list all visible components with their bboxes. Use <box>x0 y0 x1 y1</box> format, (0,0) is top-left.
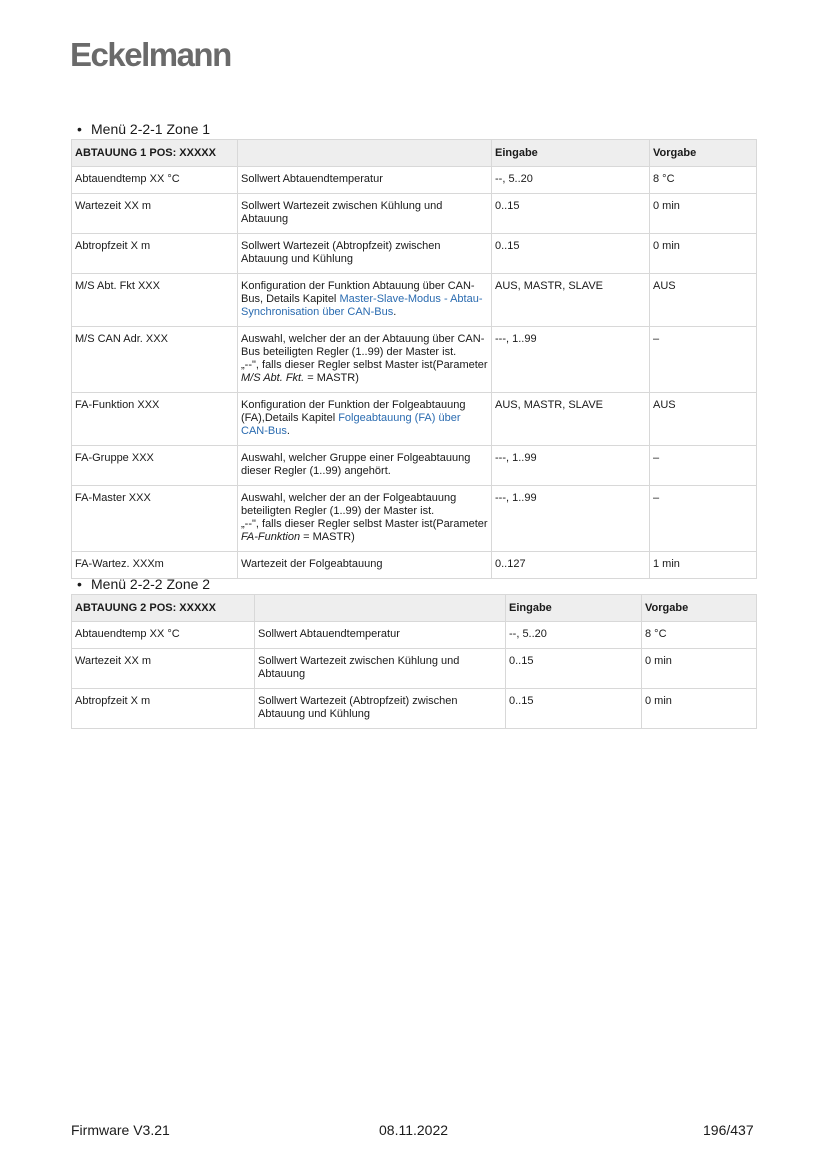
table-row <box>72 446 757 486</box>
default-cell: – <box>650 327 757 393</box>
footer-date: 08.11.2022 <box>379 1122 449 1138</box>
param-cell: Abtropfzeit X m <box>72 234 238 274</box>
desc-cell: Auswahl, welcher der an der Folgeabtauung beteiligten Regler (1..99) der Master ist. „--", falls dieser Regler selbst Master ist(Parameter FA-Funktion = MASTR) <box>238 486 492 552</box>
table-row <box>72 393 757 446</box>
chapter-link-folgeabtauung[interactable]: Folgeabtauung (FA) über CAN-Bus <box>241 412 461 437</box>
desc-cell: Wartezeit der Folgeabtauung <box>238 552 492 579</box>
desc-cell: Auswahl, welcher der an der Abtauung über CAN-Bus beteiligten Regler (1..99) der Master ist. „--", falls dieser Regler selbst Master ist(Parameter M/S Abt. Fkt. = MASTR) <box>238 327 492 393</box>
default-cell: 1 min <box>650 552 757 579</box>
bullet-icon: • <box>77 576 82 592</box>
param-cell: Abtropfzeit X m <box>72 689 255 729</box>
param-cell: FA-Wartez. XXXm <box>72 552 238 579</box>
param-cell: FA-Funktion XXX <box>72 393 238 446</box>
param-cell: Wartezeit XX m <box>72 649 255 689</box>
input-cell: 0..15 <box>492 194 650 234</box>
param-cell: Abtauendtemp XX °C <box>72 622 255 649</box>
section-heading-zone-2: • Menü 2-2-2 Zone 2 <box>77 576 211 592</box>
param-cell: M/S CAN Adr. XXX <box>72 327 238 393</box>
input-cell: --, 5..20 <box>506 622 642 649</box>
input-cell: 0..15 <box>506 689 642 729</box>
desc-cell: Sollwert Wartezeit zwischen Kühlung und Abtauung <box>255 649 506 689</box>
zone-2-table <box>71 594 757 729</box>
table-row <box>72 649 757 689</box>
header-cell-desc <box>238 140 492 167</box>
input-cell: ---, 1..99 <box>492 327 650 393</box>
footer-firmware: Firmware V3.21 <box>71 1122 170 1138</box>
desc-cell: Konfiguration der Funktion der Folgeabtauung (FA),Details Kapitel Folgeabtauung (FA) über CAN-Bus. <box>238 393 492 446</box>
header-cell-default: Vorgabe <box>650 140 757 167</box>
table-row <box>72 327 757 393</box>
table-row <box>72 234 757 274</box>
table-row <box>72 274 757 327</box>
input-cell: 0..15 <box>492 234 650 274</box>
default-cell: AUS <box>650 274 757 327</box>
header-cell-param: ABTAUUNG 2 POS: XXXXX <box>72 595 255 622</box>
default-cell: 8 °C <box>650 167 757 194</box>
bullet-icon: • <box>77 121 82 137</box>
desc-cell: Auswahl, welcher Gruppe einer Folgeabtauung dieser Regler (1..99) angehört. <box>238 446 492 486</box>
param-cell: Wartezeit XX m <box>72 194 238 234</box>
default-cell: 0 min <box>650 194 757 234</box>
desc-cell: Sollwert Abtauendtemperatur <box>255 622 506 649</box>
input-cell: ---, 1..99 <box>492 486 650 552</box>
input-cell: --, 5..20 <box>492 167 650 194</box>
input-cell: 0..127 <box>492 552 650 579</box>
header-cell-input: Eingabe <box>492 140 650 167</box>
input-cell: AUS, MASTR, SLAVE <box>492 393 650 446</box>
header-cell-default: Vorgabe <box>642 595 757 622</box>
default-cell: 0 min <box>642 689 757 729</box>
desc-cell: Sollwert Wartezeit (Abtropfzeit) zwischen Abtauung und Kühlung <box>238 234 492 274</box>
default-cell: 0 min <box>642 649 757 689</box>
footer-page-number: 196/437 <box>703 1122 754 1138</box>
param-cell: M/S Abt. Fkt XXX <box>72 274 238 327</box>
table-row <box>72 622 757 649</box>
default-cell: – <box>650 486 757 552</box>
chapter-link-master-slave[interactable]: Master-Slave-Modus - Abtau-Synchronisation über CAN-Bus <box>241 293 483 318</box>
table-header-row <box>72 140 757 167</box>
header-cell-input: Eingabe <box>506 595 642 622</box>
param-cell: Abtauendtemp XX °C <box>72 167 238 194</box>
zone-1-table <box>71 139 757 579</box>
table-row <box>72 486 757 552</box>
section-heading-zone-1: • Menü 2-2-1 Zone 1 <box>77 121 211 137</box>
table-row <box>72 552 757 579</box>
table-row <box>72 689 757 729</box>
default-cell: 8 °C <box>642 622 757 649</box>
desc-cell: Sollwert Abtauendtemperatur <box>238 167 492 194</box>
header-cell-param: ABTAUUNG 1 POS: XXXXX <box>72 140 238 167</box>
desc-cell: Sollwert Wartezeit (Abtropfzeit) zwischen Abtauung und Kühlung <box>255 689 506 729</box>
param-cell: FA-Gruppe XXX <box>72 446 238 486</box>
table-row <box>72 194 757 234</box>
input-cell: AUS, MASTR, SLAVE <box>492 274 650 327</box>
default-cell: – <box>650 446 757 486</box>
desc-cell: Sollwert Wartezeit zwischen Kühlung und Abtauung <box>238 194 492 234</box>
input-cell: ---, 1..99 <box>492 446 650 486</box>
eckelmann-logo: Eckelmann <box>70 36 231 73</box>
desc-cell: Konfiguration der Funktion Abtauung über CAN-Bus, Details Kapitel Master-Slave-Modus - Abtau-Synchronisation über CAN-Bus. <box>238 274 492 327</box>
input-cell: 0..15 <box>506 649 642 689</box>
header-cell-desc <box>255 595 506 622</box>
table-row <box>72 167 757 194</box>
table-header-row <box>72 595 757 622</box>
default-cell: AUS <box>650 393 757 446</box>
default-cell: 0 min <box>650 234 757 274</box>
param-cell: FA-Master XXX <box>72 486 238 552</box>
